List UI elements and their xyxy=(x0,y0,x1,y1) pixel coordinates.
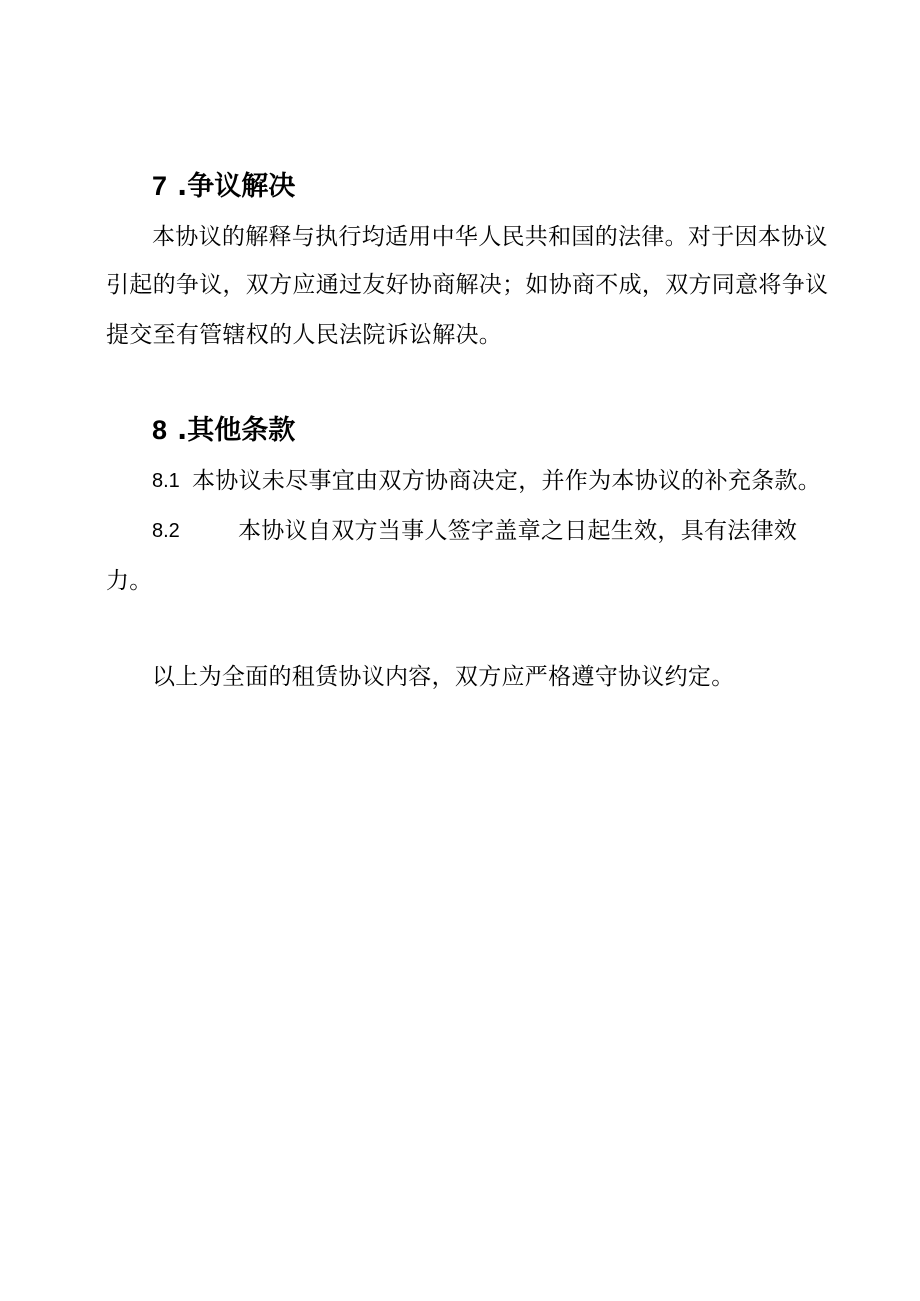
section-7-body-line-2: 引起的争议，双方应通过友好协商解决；如协商不成，双方同意将争议 xyxy=(106,272,829,298)
section-8-number: 8 xyxy=(152,415,168,445)
section-8-heading xyxy=(152,412,295,449)
section-7-number: 7 xyxy=(152,171,168,201)
section-7-heading xyxy=(152,168,295,205)
section-7-body-line-1: 本协议的解释与执行均适用中华人民共和国的法律。对于因本协议 xyxy=(152,224,828,250)
clause-8-2-number: 8.2 xyxy=(152,520,180,542)
clause-8-2-text-line-2: 力。 xyxy=(106,568,153,594)
clause-8-1-text: 本协议未尽事宜由双方协商决定，并作为本协议的补充条款。 xyxy=(192,468,822,494)
section-7-body-line-3: 提交至有管辖权的人民法院诉讼解决。 xyxy=(106,322,503,348)
section-8-title: .其他条款 xyxy=(177,415,296,446)
clause-8-2-text-line-1: 本协议自双方当事人签字盖章之日起生效，具有法律效 xyxy=(238,518,798,544)
clause-8-1-number: 8.1 xyxy=(152,470,180,492)
closing-statement: 以上为全面的租赁协议内容，双方应严格遵守协议约定。 xyxy=(152,664,735,690)
section-7-title: .争议解决 xyxy=(177,171,296,202)
